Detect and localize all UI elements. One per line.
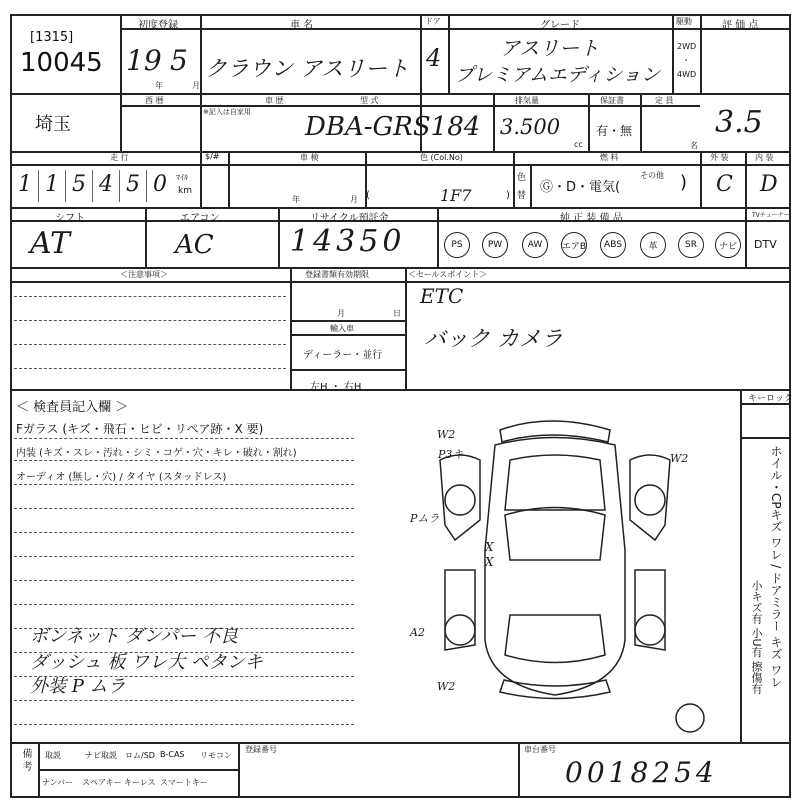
drive-2wd: 2WD [677,42,697,51]
label-aircon: エアコン [180,213,220,224]
mark-w2-right: W2 [670,452,689,465]
label-notes: ＜注意事項＞ [120,270,168,279]
reg-day: 日 [393,309,401,318]
mark-p-mura: Pムラ [410,512,440,525]
label-reg-expiry: 登録書類有効期限 [305,270,369,279]
label-displacement: 排気量 [515,96,539,105]
lot-bracket: [1315] [30,30,74,45]
sales-point-1: ETC [420,284,464,308]
key-lock-label: キーロック [748,394,793,404]
location-saitama: 埼玉 [35,114,71,135]
equip-airbag: エアB [561,232,587,258]
value-grade-2: プレミアムエディション [455,64,661,86]
handle-option: 左H ・ 右H [310,382,362,393]
equip-navi: ナビ [715,232,741,258]
label-import: 輸入車 [330,324,354,333]
label-color: 色 (Col.No) [420,153,463,162]
value-displacement: 3.500 [500,115,561,139]
year-unit: 年 [155,81,163,90]
label-shareki: 車 歴 [265,96,284,105]
mark-w2-rear: W2 [437,680,456,693]
drive-4wd: 4WD [677,70,697,79]
person-unit: 名 [690,141,698,150]
sales-point-2: バック カメラ [424,327,563,352]
mileage-digit-1: 1 [18,172,32,197]
color-paren-open: ( [366,190,370,201]
label-capacity: 定 員 [655,96,674,105]
equip-pw: PW [482,232,508,258]
label-equipment: 純 正 装 備 品 [560,213,623,224]
inspector-title: ＜ 検査員記入欄 ＞ [16,400,129,415]
value-score: 3.5 [715,105,763,140]
value-model: DBA-GRS184 [305,112,481,142]
label-chassis-no: 車台番号 [524,745,556,754]
value-month: 5 [170,44,188,77]
value-interior: D [760,172,778,197]
value-chassis-no: 0018254 [565,756,718,789]
label-seireki: 西 暦 [145,96,164,105]
value-grade-1: アスリート [500,36,600,60]
equip-abs: ABS [600,232,626,258]
equip-sr: SR [678,232,704,258]
drive-dot: ・ [682,56,690,65]
footer-item-1: 取説 [45,751,61,760]
label-dollar-km: $/# [205,152,220,161]
mileage-digit-2: 1 [45,172,59,197]
mark-p3: P3キ [438,448,464,461]
mileage-digit-6: 0 [153,172,167,197]
value-recycle: 14350 [290,224,406,259]
right-legend-2: 小キズ有 小U有 擦傷有 [750,580,763,695]
equip-dtv: DTV [754,238,777,251]
fuel-other: その他 [640,171,664,180]
label-model: 型 式 [360,96,379,105]
mark-a2: A2 [410,626,425,639]
footer-item-3: ロム/SD [125,751,155,760]
label-bikou: 備 考 [20,748,31,772]
mileage-digit-5: 5 [126,172,140,197]
label-shareki-note: ※記入は自家用 [203,108,251,116]
label-recycle: リサイクル預託金 [310,213,389,224]
km-unit: km [178,186,192,196]
month-unit: 月 [192,81,200,90]
value-doors: 4 [426,44,442,72]
mile-unit: ﾏｲﾙ [176,173,188,182]
footer-item-2: ナビ取説 [85,751,117,760]
label-fuel: 燃 料 [600,153,619,162]
label-first-reg: 初度登録 [138,20,178,31]
color-paren-close: ) [506,190,510,201]
handwritten-note-2: ダッシュ 板 ワレ大 ペタンキ [30,652,263,673]
mark-x-1: X [485,540,494,554]
mark-x-2: X [485,555,494,569]
insp-year-unit: 年 [292,195,300,204]
fuel-options: Ⓖ・D・電気( [540,180,621,195]
value-car-name: クラウン アスリート [205,57,410,82]
inspector-line-2: 内装 (キズ・スレ・汚れ・シミ・コゲ・穴・キレ・破れ・割れ) [16,448,297,459]
inspector-line-3: オーディオ (無し・穴) / タイヤ (スタッドレス) [16,472,227,483]
color-change-1: 色 [517,173,527,183]
right-legend: ホイル・CPキズ ワレ / ドアミラー キズ ワレ [769,445,783,688]
footer-item-6: ナンバー [42,778,74,787]
value-color-no: 1F7 [440,186,472,205]
mark-w2-front: W2 [437,428,456,441]
footer-item-7: スペアキー [82,778,122,787]
footer-item-5: リモコン [200,751,232,760]
footer-item-9: スマートキー [160,778,208,787]
label-mileage: 走 行 [110,153,129,162]
label-inspection: 車 検 [300,153,319,162]
label-warranty: 保証書 [600,96,624,105]
footer-item-4: B-CAS [160,750,185,759]
label-tuner: TVチューナー [752,212,790,219]
label-car-name: 車 名 [290,20,314,31]
value-year: 19 [126,44,162,77]
footer-item-8: キーレス [124,778,156,787]
label-reg-no: 登録番号 [245,745,277,754]
cc-unit: cc [574,140,583,149]
label-shift: シフト [55,213,85,224]
label-grade: グレード [540,20,580,31]
label-doors: ドア [425,17,441,26]
equip-aw: AW [522,232,548,258]
label-eval: 評 価 点 [722,20,759,31]
label-exterior: 外 装 [710,153,729,162]
value-warranty: 有・無 [596,124,633,138]
value-shift: AT [30,226,71,261]
handwritten-note-3: 外装 P ムラ [30,676,126,697]
handwritten-note-1: ボンネット ダンパー 不良 [30,626,238,647]
label-sales-points: ＜セールスポイント＞ [408,270,488,279]
value-exterior: C [716,172,733,197]
color-change-2: 替 [517,191,527,201]
reg-month: 月 [337,309,345,318]
label-drive: 駆動 [676,17,692,26]
value-aircon: AC [175,230,214,260]
equip-ps: PS [444,232,470,258]
lot-number: 10045 [20,48,103,78]
equip-leather: 革 [640,232,666,258]
mileage-digit-3: 5 [72,172,86,197]
fuel-paren-close: ) [680,172,688,193]
insp-month-unit: 月 [350,195,358,204]
dealer-option: ディーラー・並行 [303,350,383,361]
mileage-digit-4: 4 [99,172,113,197]
label-interior: 内 装 [755,153,774,162]
inspector-line-1: Fガラス (キズ・飛石・ヒビ・リペア跡・X 要) [16,422,264,436]
